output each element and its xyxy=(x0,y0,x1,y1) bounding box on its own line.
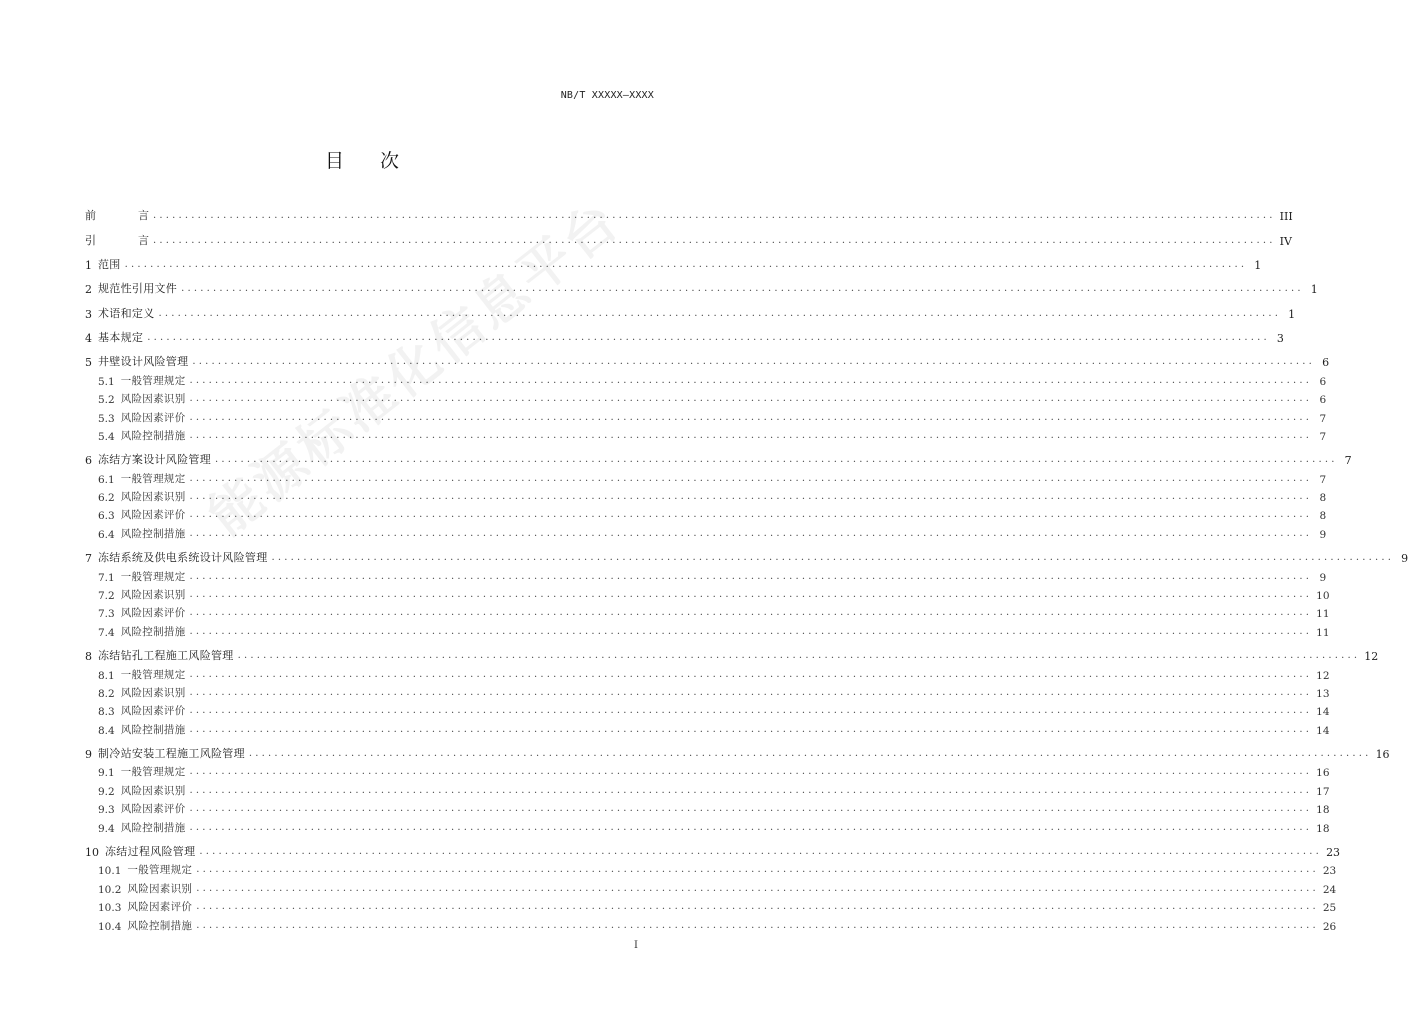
toc-entry[interactable] xyxy=(85,663,1330,682)
toc-entry-page: 16 xyxy=(1316,767,1330,780)
toc-entry-page: 14 xyxy=(1316,706,1330,719)
toc-entry-page: 3 xyxy=(1276,332,1284,346)
toc-leader-dots xyxy=(249,748,1372,759)
toc-entry-label: 一般管理规定 xyxy=(127,864,193,877)
toc-entry-label: 冻结系统及供电系统设计风险管理 xyxy=(98,551,268,565)
toc-entry-label: 范围 xyxy=(98,258,121,272)
toc-entry-page: 1 xyxy=(1288,307,1296,321)
toc-entry-number: 7.4 xyxy=(98,626,115,639)
toc-entry-label: 风险因素评价 xyxy=(120,705,186,718)
toc-leader-dots xyxy=(190,412,1313,423)
toc-entry-label: 风险控制措施 xyxy=(120,429,186,442)
toc-entry-label: 风险因素识别 xyxy=(120,491,186,504)
toc-leader-dots xyxy=(190,822,1313,833)
toc-entry[interactable] xyxy=(85,718,1330,737)
toc-entry-label: 基本规定 xyxy=(98,331,144,345)
toc-entry-number: 9.3 xyxy=(98,804,115,817)
table-of-contents xyxy=(85,189,1408,933)
toc-entry-label-part: 引 xyxy=(85,233,96,247)
toc-entry-page: 17 xyxy=(1316,785,1330,798)
toc-entry[interactable] xyxy=(85,443,1352,468)
toc-entry[interactable] xyxy=(85,522,1327,541)
toc-entry-label xyxy=(85,232,149,248)
watermark-text: 能源标准化信息平台 xyxy=(198,189,633,548)
toc-leader-dots xyxy=(190,766,1313,777)
toc-entry-page: 12 xyxy=(1364,650,1379,664)
toc-entry-label: 风险因素识别 xyxy=(120,393,186,406)
toc-entry[interactable] xyxy=(85,467,1327,486)
toc-leader-dots xyxy=(181,283,1304,294)
toc-entry-page: 7 xyxy=(1344,454,1352,468)
toc-leader-dots xyxy=(190,393,1313,404)
toc-entry-page: 13 xyxy=(1316,687,1330,700)
toc-entry-number: 8.4 xyxy=(98,724,115,737)
toc-entry-page: 9 xyxy=(1401,552,1408,566)
toc-leader-dots xyxy=(190,491,1313,502)
toc-entry-page: 7 xyxy=(1319,412,1327,425)
toc-leader-dots xyxy=(190,375,1313,386)
toc-entry-number: 10.4 xyxy=(98,920,122,933)
toc-entry-page: 6 xyxy=(1319,375,1327,388)
toc-entry-page: 18 xyxy=(1316,822,1330,835)
toc-entry-label xyxy=(85,207,149,223)
toc-entry-label: 一般管理规定 xyxy=(120,668,186,681)
toc-entry-label: 风险因素评价 xyxy=(120,803,186,816)
toc-entry[interactable] xyxy=(85,914,1337,933)
toc-entry-label: 风险控制措施 xyxy=(127,919,193,932)
toc-entry[interactable] xyxy=(85,425,1327,443)
toc-entry-label: 风险因素评价 xyxy=(120,509,186,522)
toc-entry-label: 一般管理规定 xyxy=(120,472,186,485)
toc-entry[interactable] xyxy=(85,369,1327,388)
toc-entry-page: 8 xyxy=(1319,510,1327,523)
toc-leader-dots xyxy=(190,430,1313,441)
toc-entry-number: 2 xyxy=(85,283,92,297)
toc-entry[interactable] xyxy=(85,639,1379,664)
toc-entry[interactable] xyxy=(85,896,1337,915)
toc-entry-number: 6.2 xyxy=(98,492,115,505)
toc-leader-dots xyxy=(196,864,1319,875)
toc-entry-page: 6 xyxy=(1319,394,1327,407)
toc-entry-page: 10 xyxy=(1316,590,1330,602)
toc-leader-dots xyxy=(190,607,1313,618)
toc-entry-label: 风险因素识别 xyxy=(120,589,186,601)
toc-entry-number: 5.3 xyxy=(98,412,115,425)
toc-entry[interactable] xyxy=(85,248,1262,273)
toc-entry-number: 9 xyxy=(85,748,92,762)
toc-entry-number: 9.2 xyxy=(98,785,115,798)
toc-entry[interactable] xyxy=(85,602,1330,621)
toc-entry-number: 9.4 xyxy=(98,822,115,835)
toc-entry-number: 1 xyxy=(85,259,92,273)
toc-entry-number: 10.2 xyxy=(98,883,122,896)
toc-entry[interactable] xyxy=(85,761,1330,780)
toc-leader-dots xyxy=(125,259,1248,270)
toc-entry[interactable] xyxy=(85,486,1327,505)
toc-entry[interactable] xyxy=(85,406,1327,425)
toc-leader-dots xyxy=(190,803,1313,814)
toc-entry-label: 冻结钻孔工程施工风险管理 xyxy=(98,649,234,663)
toc-leader-dots xyxy=(153,235,1276,246)
toc-entry-number: 6.3 xyxy=(98,510,115,523)
toc-entry[interactable] xyxy=(85,620,1330,639)
toc-entry[interactable] xyxy=(85,504,1327,523)
toc-entry-number: 6.1 xyxy=(98,473,115,486)
toc-entry[interactable] xyxy=(85,272,1318,297)
toc-entry-label: 制冷站安装工程施工风险管理 xyxy=(98,747,245,761)
toc-entry-label: 风险控制措施 xyxy=(120,723,186,736)
toc-entry-page: 9 xyxy=(1319,571,1327,584)
toc-entry[interactable] xyxy=(85,565,1327,584)
toc-entry-label: 风险因素识别 xyxy=(120,686,186,699)
toc-entry-label: 术语和定义 xyxy=(98,306,155,320)
toc-entry[interactable] xyxy=(85,737,1390,762)
toc-entry-number: 5.1 xyxy=(98,375,115,388)
toc-entry-number: 6 xyxy=(85,454,92,468)
toc-leader-dots xyxy=(190,528,1313,539)
toc-entry[interactable] xyxy=(85,835,1341,859)
toc-entry-page: IV xyxy=(1279,234,1292,248)
page-title: 目次 xyxy=(324,150,435,172)
toc-leader-dots xyxy=(199,846,1322,857)
toc-entry-page: 1 xyxy=(1310,283,1318,297)
toc-leader-dots xyxy=(147,332,1270,343)
toc-entry-label: 风险因素评价 xyxy=(127,901,193,914)
toc-entry-number: 7.3 xyxy=(98,608,115,621)
toc-entry-page: 26 xyxy=(1322,920,1337,933)
toc-entry-number: 8 xyxy=(85,650,92,664)
toc-leader-dots xyxy=(196,901,1319,912)
toc-leader-dots xyxy=(272,552,1395,563)
toc-entry-number: 10.1 xyxy=(98,865,122,878)
toc-entry-label: 一般管理规定 xyxy=(120,374,186,387)
toc-leader-dots xyxy=(190,669,1313,680)
toc-entry-label: 风险因素识别 xyxy=(127,882,193,895)
toc-entry-number: 3 xyxy=(85,307,92,321)
toc-leader-dots xyxy=(190,473,1313,484)
toc-leader-dots xyxy=(192,356,1315,367)
toc-entry-number: 8.2 xyxy=(98,687,115,700)
toc-leader-dots xyxy=(238,650,1361,661)
toc-entry[interactable] xyxy=(85,388,1327,407)
toc-entry-page: 11 xyxy=(1316,626,1330,639)
toc-entry-number: 6.4 xyxy=(98,528,115,541)
toc-entry[interactable] xyxy=(85,816,1330,835)
toc-entry[interactable] xyxy=(85,779,1330,798)
toc-entry-number: 7.2 xyxy=(98,590,115,602)
toc-entry-label-part: 前 xyxy=(85,209,96,223)
toc-entry-page: 7 xyxy=(1319,473,1327,486)
toc-entry[interactable] xyxy=(85,223,1292,248)
toc-leader-dots xyxy=(159,308,1282,319)
toc-entry-label: 风险因素评价 xyxy=(120,411,186,424)
toc-entry-page: 18 xyxy=(1316,804,1330,817)
toc-entry-label: 冻结过程风险管理 xyxy=(105,844,196,858)
toc-entry-number: 9.1 xyxy=(98,767,115,780)
toc-entry-label-part: 言 xyxy=(138,209,149,223)
toc-entry-number: 5.2 xyxy=(98,394,115,407)
toc-entry[interactable] xyxy=(85,321,1284,346)
toc-entry-page: 25 xyxy=(1322,902,1337,915)
toc-entry-page: 9 xyxy=(1319,528,1327,541)
toc-entry-number: 10 xyxy=(85,845,99,859)
toc-entry[interactable] xyxy=(85,700,1330,719)
toc-entry-number: 8.1 xyxy=(98,669,115,682)
toc-leader-dots xyxy=(196,883,1319,894)
document-code: NB/T XXXXX—XXXX xyxy=(560,90,654,101)
toc-entry-page: 7 xyxy=(1319,430,1327,443)
toc-leader-dots xyxy=(190,724,1313,735)
toc-entry-number: 4 xyxy=(85,332,92,346)
toc-entry-label: 一般管理规定 xyxy=(120,766,186,779)
toc-leader-dots xyxy=(190,571,1313,582)
toc-entry-number: 10.3 xyxy=(98,902,122,915)
toc-entry-label: 井壁设计风险管理 xyxy=(98,355,189,369)
toc-entry-label: 规范性引用文件 xyxy=(98,282,178,296)
toc-entry-page: 23 xyxy=(1326,845,1341,859)
toc-entry-page: 1 xyxy=(1254,259,1262,273)
toc-entry[interactable] xyxy=(85,859,1337,878)
toc-entry[interactable] xyxy=(85,199,1293,224)
toc-leader-dots xyxy=(153,210,1276,221)
toc-entry[interactable] xyxy=(85,682,1330,700)
toc-entry-page: 11 xyxy=(1316,608,1330,621)
toc-leader-dots xyxy=(190,785,1313,796)
toc-entry[interactable] xyxy=(85,541,1408,566)
toc-leader-dots xyxy=(190,705,1313,716)
toc-entry-label: 冻结方案设计风险管理 xyxy=(98,453,211,467)
toc-entry-page: 16 xyxy=(1375,748,1390,762)
toc-entry-number: 7 xyxy=(85,552,92,566)
toc-entry[interactable] xyxy=(85,584,1330,602)
toc-leader-dots xyxy=(190,509,1313,520)
toc-entry-label: 风险因素识别 xyxy=(120,784,186,797)
toc-leader-dots xyxy=(190,626,1313,637)
toc-entry-number: 5 xyxy=(85,356,92,370)
toc-entry[interactable] xyxy=(85,296,1296,321)
toc-entry[interactable] xyxy=(85,345,1330,370)
toc-entry-number: 7.1 xyxy=(98,571,115,584)
toc-entry-label: 风险因素评价 xyxy=(120,607,186,620)
toc-leader-dots xyxy=(215,454,1338,465)
toc-entry-page: 8 xyxy=(1319,492,1327,505)
page-number: I xyxy=(634,940,638,951)
toc-entry-page: 24 xyxy=(1322,883,1337,896)
toc-leader-dots xyxy=(190,589,1313,600)
toc-entry-number: 5.4 xyxy=(98,430,115,443)
toc-entry-page: 12 xyxy=(1316,669,1330,682)
toc-leader-dots xyxy=(196,920,1319,931)
toc-entry[interactable] xyxy=(85,877,1337,896)
toc-entry[interactable] xyxy=(85,798,1330,817)
toc-entry-page: 23 xyxy=(1322,865,1337,878)
toc-entry-page: 14 xyxy=(1316,724,1330,737)
toc-leader-dots xyxy=(190,687,1313,698)
toc-entry-page: III xyxy=(1279,210,1293,224)
toc-entry-label-part: 言 xyxy=(138,233,149,247)
toc-entry-page: 6 xyxy=(1322,356,1330,370)
toc-entry-label: 风险控制措施 xyxy=(120,625,186,638)
toc-entry-number: 8.3 xyxy=(98,706,115,719)
toc-entry-label: 风险控制措施 xyxy=(120,527,186,540)
toc-entry-label: 风险控制措施 xyxy=(120,821,186,834)
toc-entry-label: 一般管理规定 xyxy=(120,570,186,583)
